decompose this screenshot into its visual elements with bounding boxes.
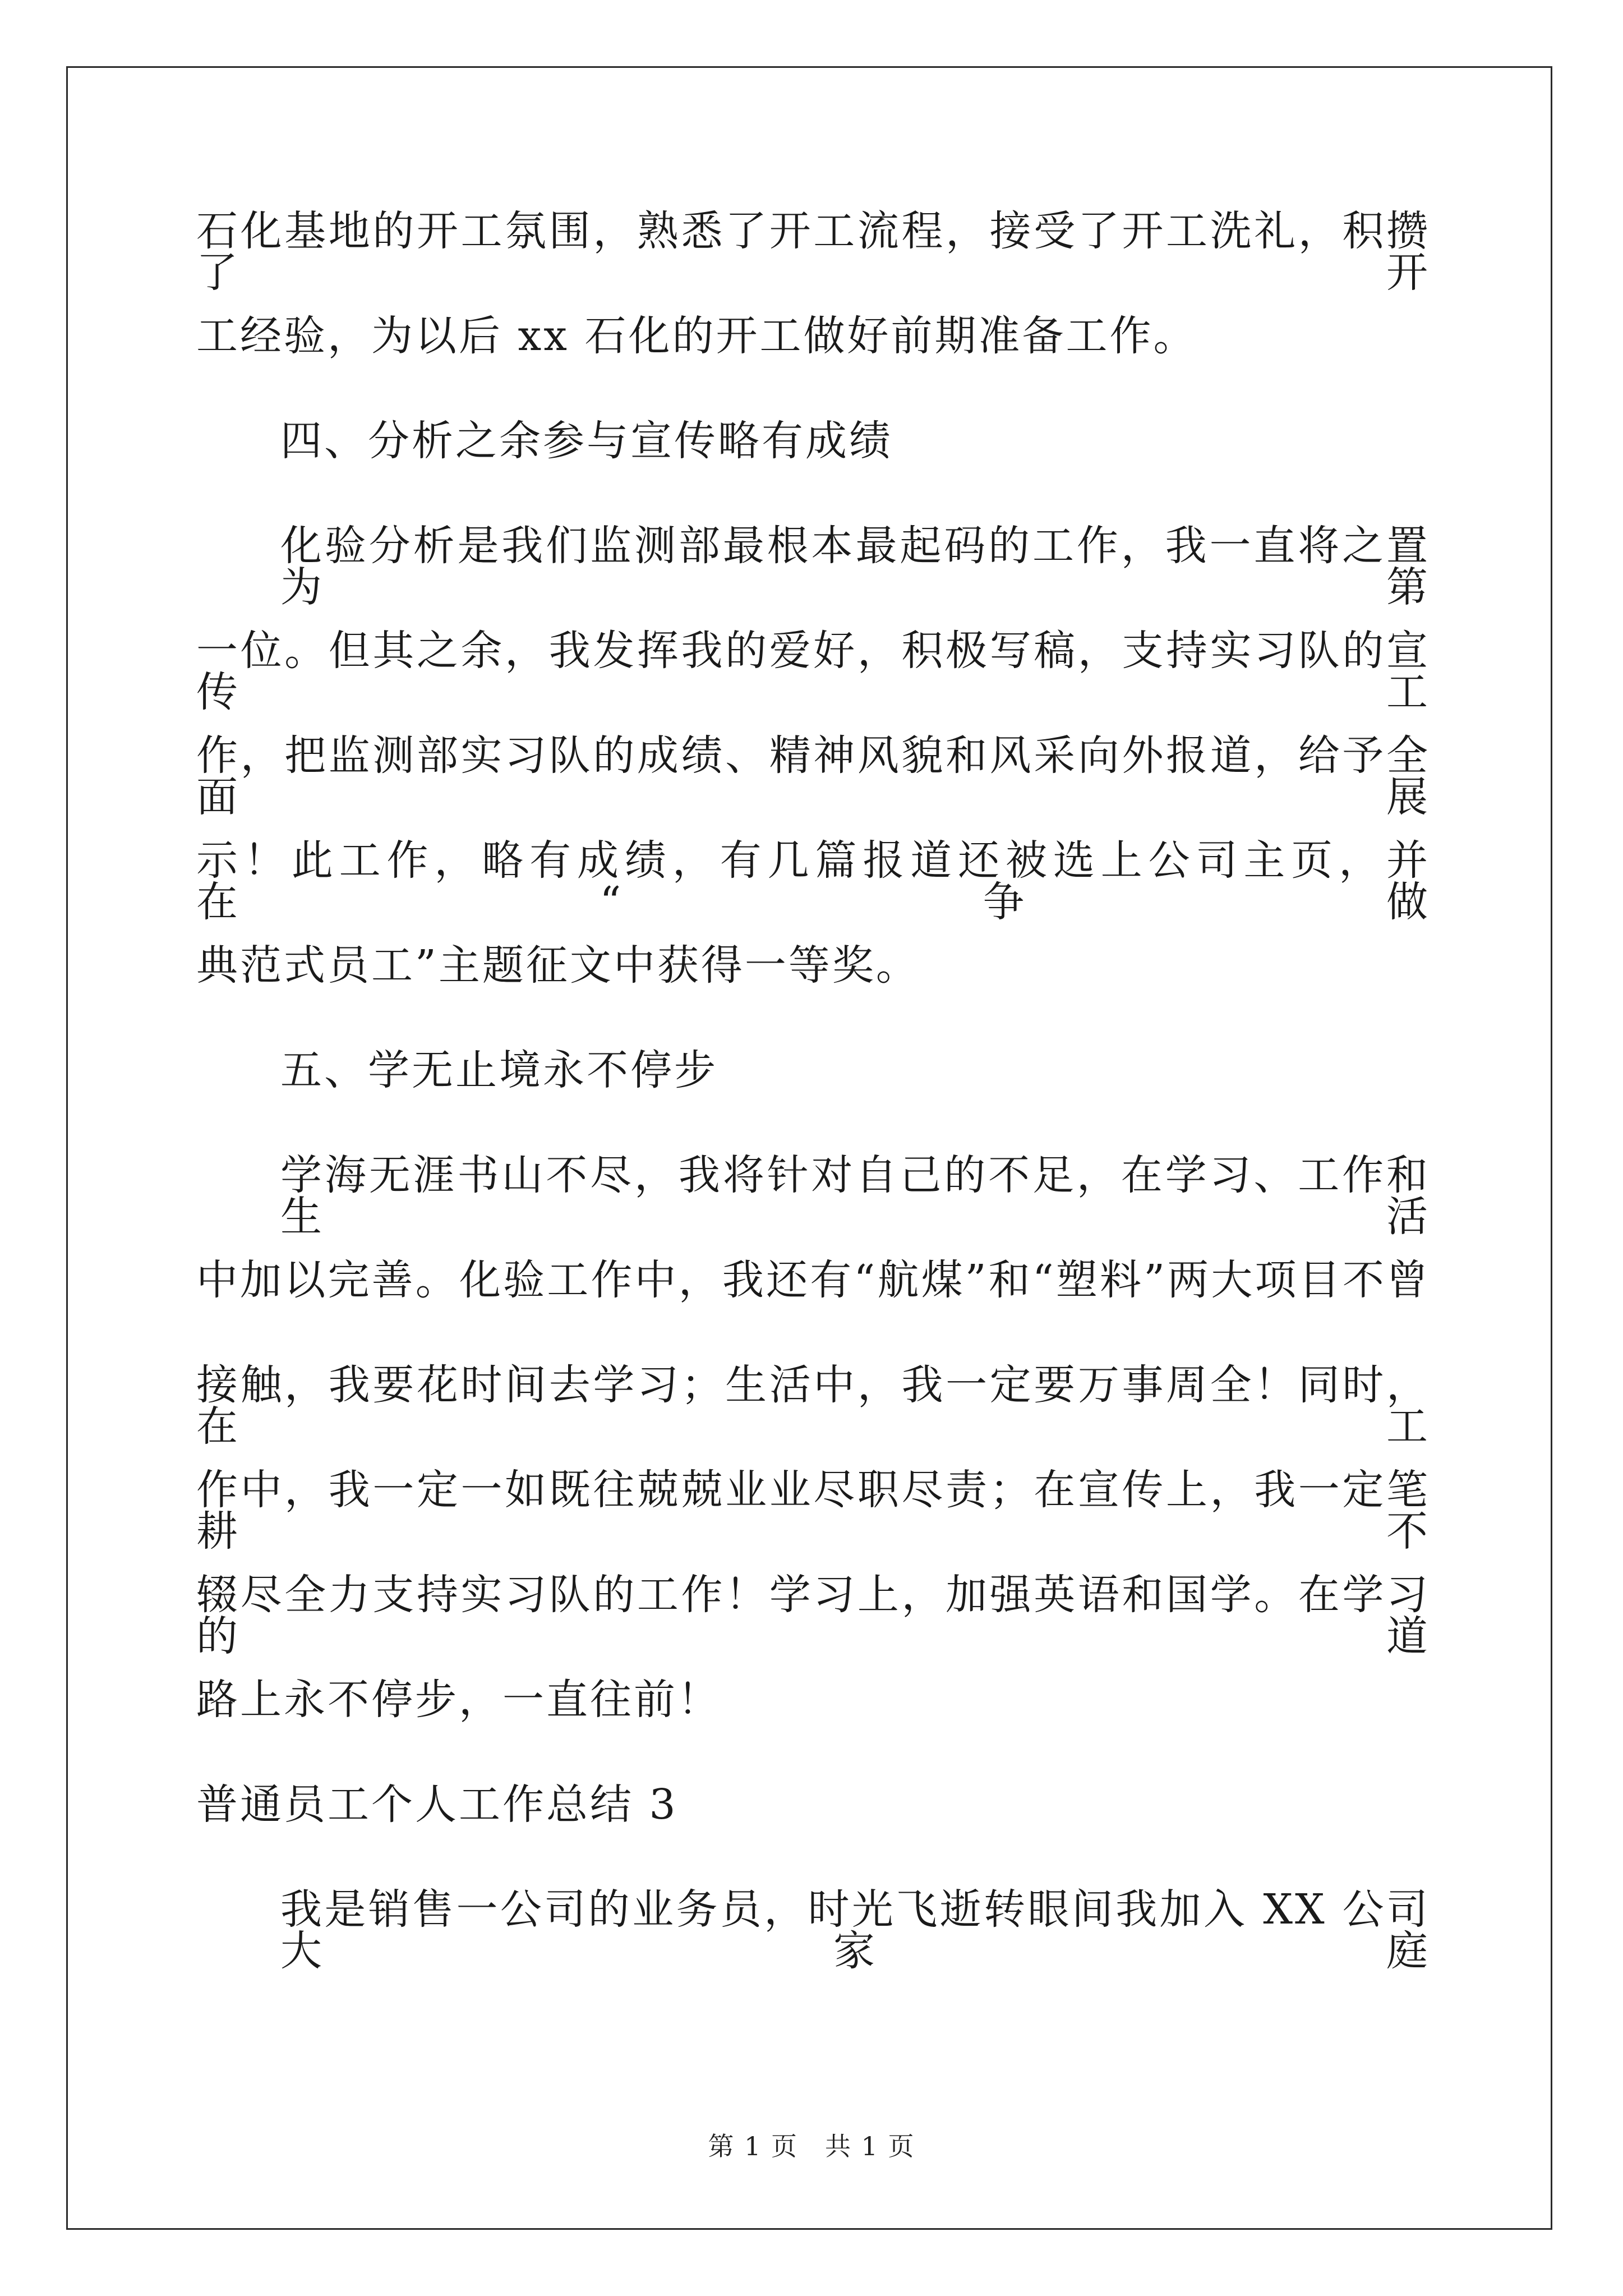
body-line-15: 路上永不停步，一直往前！ [196, 1676, 721, 1724]
body-line-5: 一位。但其之余，我发挥我的爱好，积极写稿，支持实习队的宣传工 [196, 627, 1430, 716]
body-line-11: 中加以完善。化验工作中，我还有“航煤”和“塑料”两大项目不曾 [196, 1256, 1430, 1304]
body-line-4: 化验分析是我们监测部最根本最起码的工作，我一直将之置为第 [280, 522, 1430, 611]
body-line-1: 石化基地的开工氛围，熟悉了开工流程，接受了开工洗礼，积攒了开 [196, 207, 1430, 297]
body-line-2: 工经验，为以后 xx 石化的开工做好前期准备工作。 [196, 312, 1197, 360]
body-line-13: 作中，我一定一如既往兢兢业业尽职尽责；在宣传上，我一定笔耕不 [196, 1466, 1430, 1556]
document-title: 普通员工个人工作总结 3 [196, 1780, 678, 1829]
body-line-8: 典范式员工”主题征文中获得一等奖。 [196, 941, 920, 990]
body-line-12: 接触，我要花时间去学习；生活中，我一定要万事周全！同时，在工 [196, 1361, 1430, 1451]
body-line-7: 示！此工作，略有成绩，有几篇报道还被选上公司主页，并在“争做 [196, 836, 1430, 926]
page-number-footer: 第 1 页 共 1 页 [708, 2131, 915, 2161]
body-line-6: 作，把监测部实习队的成绩、精神风貌和风采向外报道，给予全面展 [196, 731, 1430, 821]
body-line-14: 辍尽全力支持实习队的工作！学习上，加强英语和国学。在学习的道 [196, 1571, 1430, 1660]
body-line-17: 我是销售一公司的业务员，时光飞逝转眼间我加入 XX 公司大家庭 [280, 1885, 1430, 1975]
section-heading-4: 四、分析之余参与宣传略有成绩 [280, 417, 893, 465]
section-heading-5: 五、学无止境永不停步 [280, 1046, 718, 1094]
body-line-10: 学海无涯书山不尽，我将针对自己的不足，在学习、工作和生活 [280, 1151, 1430, 1241]
